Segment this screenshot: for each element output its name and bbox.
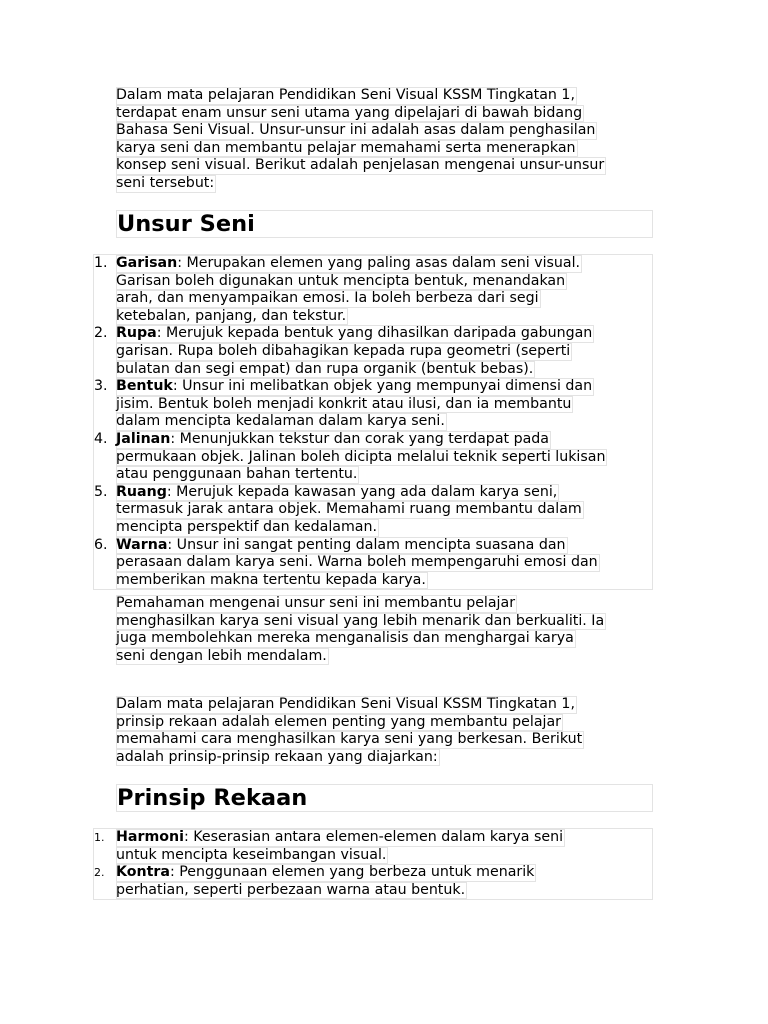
list-number: 2. bbox=[94, 325, 108, 342]
term-desc: : Penggunaan elemen yang berbeza untuk menarik bbox=[169, 864, 535, 881]
list-number: 4. bbox=[94, 430, 108, 447]
list-item bbox=[94, 325, 652, 378]
text-line: seni tersebut: bbox=[116, 174, 215, 191]
list-number: 2. bbox=[94, 866, 105, 880]
term-desc: : Unsur ini sangat penting dalam mencipta suasana dan bbox=[167, 536, 566, 553]
text-line bbox=[116, 255, 582, 273]
list-item bbox=[94, 829, 652, 864]
text-line: perhatian, seperti perbezaan warna atau bentuk. bbox=[116, 881, 466, 898]
term-desc: : Merujuk kepada kawasan yang ada dalam karya seni, bbox=[166, 483, 558, 500]
list-item bbox=[94, 484, 652, 537]
text-line: perasaan dalam karya seni. Warna boleh mempengaruhi emosi dan bbox=[116, 554, 598, 571]
heading-unsur-seni: Unsur Seni bbox=[116, 210, 653, 238]
text-line: termasuk jarak antara objek. Memahami ruang membantu dalam bbox=[116, 501, 582, 518]
text-line bbox=[116, 325, 594, 343]
term-desc: : Merujuk kepada bentuk yang dihasilkan daripada gabungan bbox=[156, 325, 593, 342]
prinsip-rekaan-list bbox=[93, 828, 653, 900]
text-line: permukaan objek. Jalinan boleh dicipta melalui teknik seperti lukisan bbox=[116, 448, 606, 465]
list-item bbox=[94, 537, 652, 590]
term-desc: : Merupakan elemen yang paling asas dalam seni visual. bbox=[177, 255, 581, 271]
text-line: arah, dan menyampaikan emosi. Ia boleh berbeza dari segi bbox=[116, 290, 539, 307]
intro-paragraph-unsur bbox=[116, 87, 653, 193]
list-item bbox=[94, 255, 652, 325]
text-line: ketebalan, panjang, dan tekstur. bbox=[116, 307, 347, 324]
text-line bbox=[116, 864, 536, 882]
text-line: jisim. Bentuk boleh menjadi konkrit atau ilusi, dan ia membantu bbox=[116, 395, 572, 412]
text-line: menghasilkan karya seni visual yang lebih menarik dan berkualiti. Ia bbox=[116, 612, 605, 629]
text-line: seni dengan lebih mendalam. bbox=[116, 647, 327, 664]
term-desc: : Keserasian antara elemen-elemen dalam karya seni bbox=[183, 829, 564, 845]
text-line: mencipta perspektif dan kedalaman. bbox=[116, 518, 377, 535]
list-number: 5. bbox=[94, 483, 108, 500]
text-line: dalam mencipta kedalaman dalam karya seni. bbox=[116, 413, 445, 430]
term: Warna bbox=[116, 536, 168, 553]
term: Ruang bbox=[116, 483, 167, 500]
text-line: memberikan makna tertentu kepada karya. bbox=[116, 571, 426, 588]
text-line: Dalam mata pelajaran Pendidikan Seni Visual KSSM Tingkatan 1, bbox=[116, 696, 575, 712]
list-number: 3. bbox=[94, 378, 108, 395]
term: Kontra bbox=[116, 864, 170, 881]
list-number: 6. bbox=[94, 536, 108, 553]
text-line bbox=[116, 829, 565, 847]
text-line: juga membolehkan mereka menganalisis dan menghargai karya bbox=[116, 630, 574, 647]
term-desc: : Unsur ini melibatkan objek yang mempunyai dimensi dan bbox=[172, 378, 593, 395]
outro-paragraph-unsur bbox=[116, 595, 653, 665]
text-line: prinsip rekaan adalah elemen penting yang membantu pelajar bbox=[116, 713, 562, 730]
text-line: garisan. Rupa boleh dibahagikan kepada rupa geometri (seperti bbox=[116, 342, 571, 359]
text-line: Pemahaman mengenai unsur seni ini membantu pelajar bbox=[116, 595, 516, 611]
term: Garisan bbox=[116, 255, 178, 271]
text-line: Dalam mata pelajaran Pendidikan Seni Visual KSSM Tingkatan 1, bbox=[116, 87, 575, 103]
text-line: bulatan dan segi empat) dan rupa organik (bentuk bebas). bbox=[116, 360, 534, 377]
heading-prinsip-rekaan: Prinsip Rekaan bbox=[116, 784, 653, 812]
list-number: 1. bbox=[94, 255, 108, 271]
term: Harmoni bbox=[116, 829, 184, 845]
term: Jalinan bbox=[116, 430, 171, 447]
text-line: karya seni dan membantu pelajar memahami serta menerapkan bbox=[116, 139, 576, 156]
list-item bbox=[94, 378, 652, 431]
text-line: untuk mencipta keseimbangan visual. bbox=[116, 846, 387, 863]
intro-paragraph-prinsip bbox=[116, 696, 653, 766]
text-line: memahami cara menghasilkan karya seni yang berkesan. Berikut bbox=[116, 731, 583, 748]
text-line bbox=[116, 537, 568, 555]
term: Bentuk bbox=[116, 378, 173, 395]
term: Rupa bbox=[116, 325, 157, 342]
term-desc: : Menunjukkan tekstur dan corak yang terdapat pada bbox=[170, 430, 549, 447]
list-item bbox=[94, 864, 652, 899]
text-line: Bahasa Seni Visual. Unsur-unsur ini adalah asas dalam penghasilan bbox=[116, 122, 596, 139]
text-line: konsep seni visual. Berikut adalah penjelasan mengenai unsur-unsur bbox=[116, 157, 605, 174]
text-line bbox=[116, 378, 594, 396]
text-line: Garisan boleh digunakan untuk mencipta bentuk, menandakan bbox=[116, 272, 566, 289]
text-line bbox=[116, 431, 551, 449]
list-item bbox=[94, 431, 652, 484]
text-line: adalah prinsip-prinsip rekaan yang diajarkan: bbox=[116, 748, 438, 765]
text-line: atau penggunaan bahan tertentu. bbox=[116, 466, 358, 483]
unsur-seni-list bbox=[93, 254, 653, 590]
list-number: 1. bbox=[94, 831, 105, 844]
text-line bbox=[116, 484, 559, 502]
text-line: terdapat enam unsur seni utama yang dipelajari di bawah bidang bbox=[116, 104, 583, 121]
